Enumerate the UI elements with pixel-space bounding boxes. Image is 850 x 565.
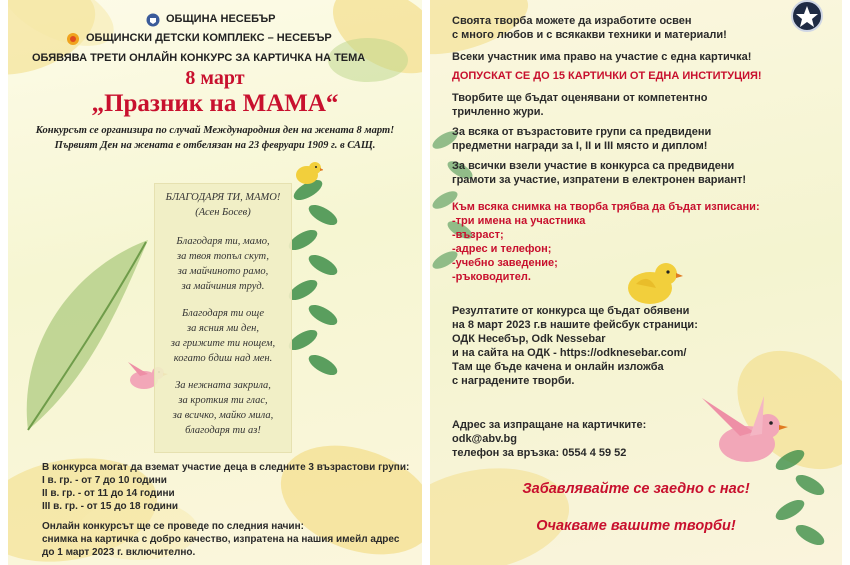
participation-rule: Всеки участник има право на участие с една картичка! [452, 51, 752, 63]
results-info: Там ще бъде качена и онлайн изложба [452, 361, 664, 373]
jury-info: Творбите ще бъдат оценявани от компетентно [452, 92, 708, 104]
age-group-item: I в. гр. - от 7 до 10 години [42, 475, 167, 486]
pink-bird-icon [692, 392, 802, 472]
announcement-heading: ОБЯВЯВА ТРЕТИ ОНЛАЙН КОНКУРС ЗА КАРТИЧКА НА ТЕМА [32, 52, 366, 64]
poem-line: за грижите ти нощем, [170, 338, 276, 349]
requirement-item: -адрес и телефон; [452, 243, 552, 255]
requirement-item: -учебно заведение; [452, 257, 558, 269]
poem-line: за твоя топъл скут, [176, 251, 270, 262]
poem-line: за майчиното рамо, [177, 266, 269, 277]
poem-line: Благодаря ти, мамо, [176, 236, 270, 247]
left-flyer-panel [8, 0, 422, 565]
card-limit-notice: ДОПУСКАТ СЕ ДО 15 КАРТИЧКИ ОТ ЕДНА ИНСТИТУЦИЯ! [452, 70, 762, 82]
poem-author: (Асен Босев) [195, 207, 251, 218]
website-info: и на сайта на ОДК - https://odknesebar.com/ [452, 347, 687, 359]
poem-line: благодаря ти аз! [185, 425, 261, 436]
children-complex-logo-icon [66, 32, 80, 46]
poem-line: Благодаря ти още [181, 308, 265, 319]
complex-name: ОБЩИНСКИ ДЕТСКИ КОМПЛЕКС – НЕСЕБЪР [86, 32, 332, 44]
poem-line: За нежната закрила, [175, 380, 271, 391]
online-contest-info: Онлайн конкурсът ще се проведе по следния начин: [42, 521, 304, 532]
main-title: „Празник на МАМА“ [91, 90, 339, 117]
yellow-bird-icon [293, 160, 323, 186]
results-info: на 8 март 2023 г.в нашите фейсбук страници: [452, 319, 698, 331]
poem-line: за майчиния труд. [181, 281, 265, 292]
email-address: odk@abv.bg [452, 433, 517, 445]
online-contest-info: до 1 март 2023 г. включително. [42, 547, 196, 558]
contact-phone: телефон за връзка: 0554 4 59 52 [452, 447, 627, 459]
poem-line: за всичко, майко мила, [172, 410, 274, 421]
jury-info: тричленно жури. [452, 106, 544, 118]
yellow-bird-icon [622, 258, 684, 308]
municipality-name: ОБЩИНА НЕСЕБЪР [166, 13, 276, 25]
closing-fun-slogan: Забавлявайте се заедно с нас! [522, 481, 750, 497]
age-groups-intro: В конкурса могат да вземат участие деца в следните 3 възрастови групи: [42, 462, 410, 473]
occasion-subtitle: Конкурсът се организира по случай Международния ден на жената 8 март! [35, 125, 395, 136]
age-group-item: II в. гр. - от 11 до 14 години [42, 488, 175, 499]
info-line: Своята творба можете да изработите освен [452, 15, 692, 27]
address-label: Адрес за изпращане на картичките: [452, 419, 647, 431]
certificates-info: За всички взели участие в конкурса са предвидени [452, 160, 735, 172]
right-flyer-panel [430, 0, 842, 565]
certificates-info: грамоти за участие, изпратени в електронен вариант! [452, 174, 747, 186]
poem-box [154, 183, 292, 453]
closing-wait-slogan: Очакваме вашите творби! [536, 518, 736, 534]
leaf-decoration-left [8, 230, 158, 440]
requirements-intro: Към всяка снимка на творба трябва да бъдат изписани: [452, 201, 760, 213]
date-title: 8 март [185, 67, 245, 89]
age-group-item: III в. гр. - от 15 до 18 години [42, 501, 179, 512]
history-subtitle: Първият Ден на жената е отбелязан на 23 февруари 1909 г. в САЩ. [54, 140, 376, 151]
police-badge-icon [786, 0, 828, 36]
requirement-item: -възраст; [452, 229, 504, 241]
awards-info: За всяка от възрастовите групи са предвидени [452, 126, 712, 138]
requirement-item: -ръководител. [452, 271, 531, 283]
results-info: с наградените творби. [452, 375, 575, 387]
online-contest-info: снимка на картичка с добро качество, изпратена на нашия имейл адрес [42, 534, 400, 545]
poem-line: за ясния ми ден, [187, 323, 259, 334]
poem-line: за кроткия ти глас, [178, 395, 268, 406]
poem-title: БЛАГОДАРЯ ТИ, МАМО! [165, 192, 281, 203]
results-info: Резултатите от конкурса ще бъдат обявени [452, 305, 690, 317]
results-info: ОДК Несебър, Odk Nessebar [452, 333, 606, 345]
municipality-crest-icon [146, 13, 160, 27]
requirement-item: -три имена на участника [452, 215, 586, 227]
poem-line: когато бдиш над мен. [173, 353, 273, 364]
info-line: с много любов и с всякакви техники и материали! [452, 29, 727, 41]
awards-info: предметни награди за I, II и III място и диплом! [452, 140, 708, 152]
